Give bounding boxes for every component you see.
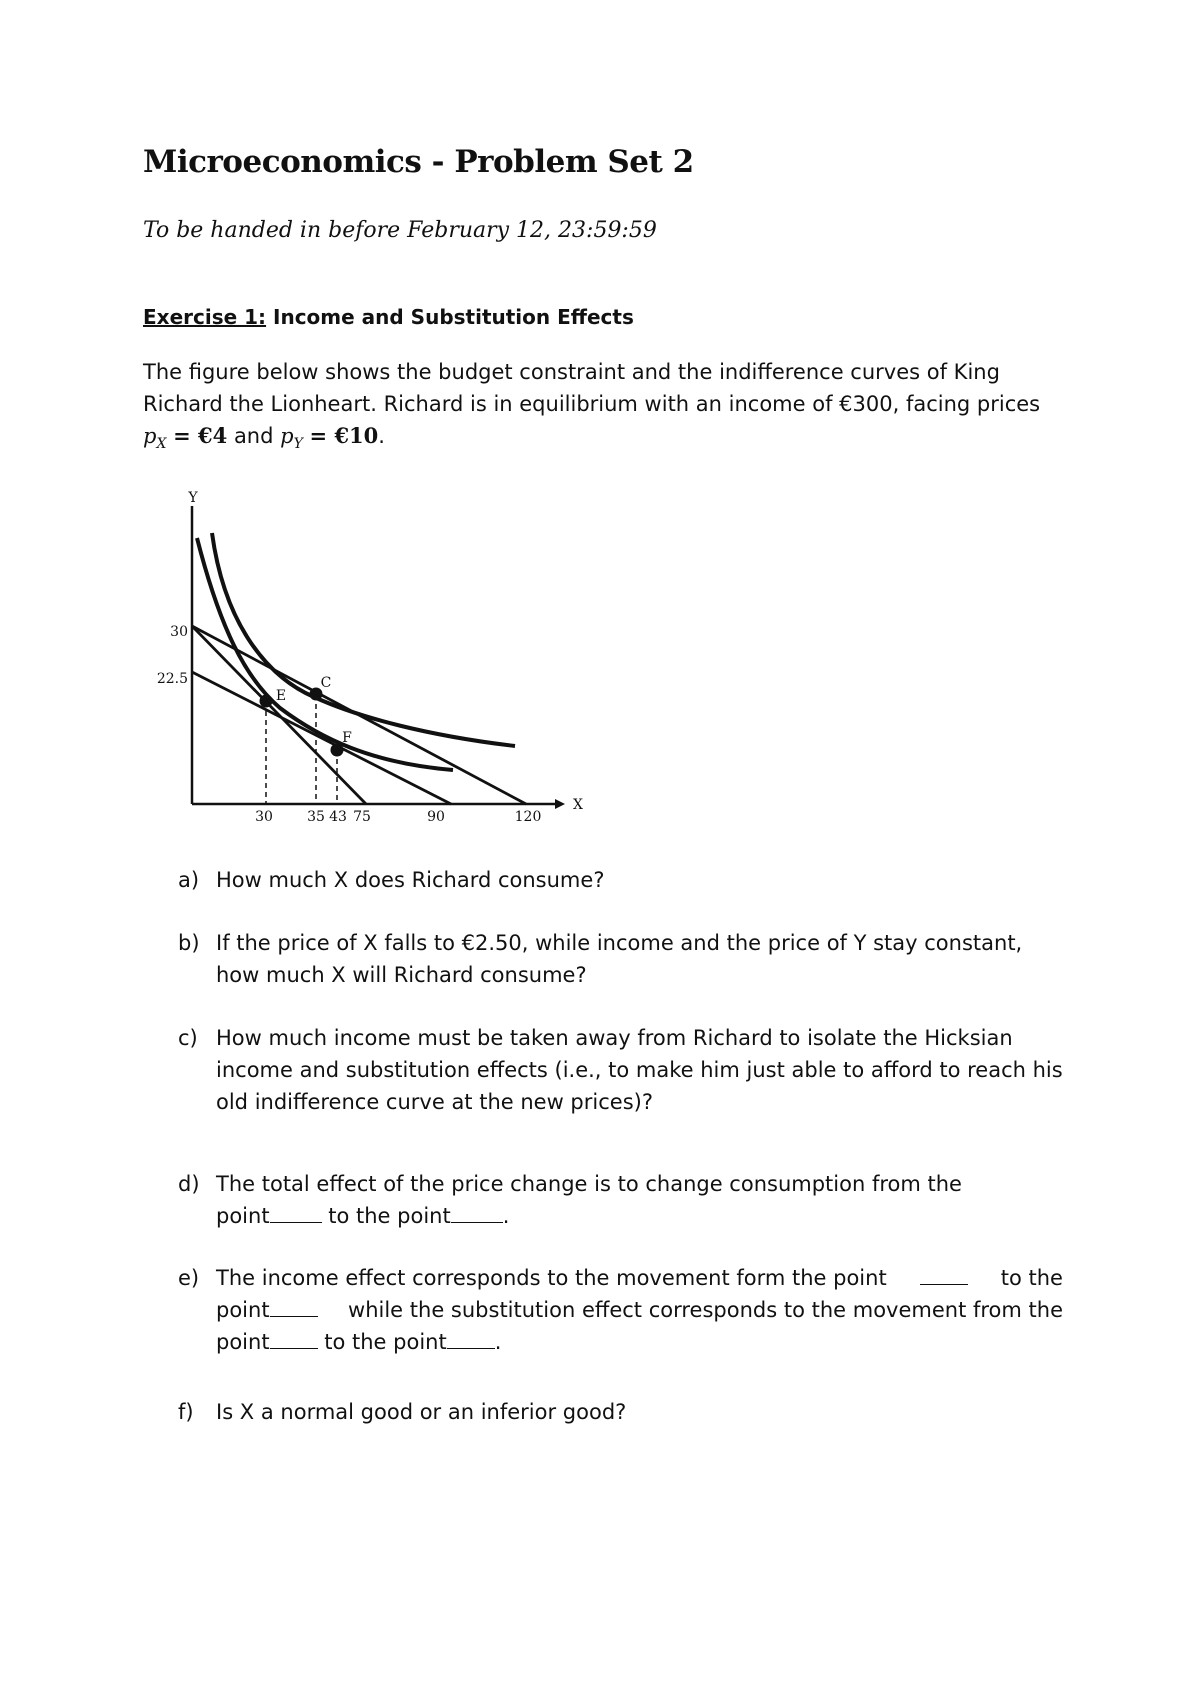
question-line-text: to the point — [324, 1330, 447, 1354]
question-line-text: . — [502, 1204, 510, 1228]
question-line: old indifference curve at the new prices)? — [216, 1090, 653, 1114]
question-line — [216, 1294, 1063, 1326]
question-line: how much X will Richard consume? — [216, 963, 587, 987]
budget-indifference-figure — [150, 488, 590, 828]
y-tick-label: 22.5 — [156, 671, 188, 687]
question-label: f) — [178, 1400, 194, 1424]
question-line-text: to the — [1000, 1266, 1063, 1290]
y-axis-label: Y — [188, 490, 198, 506]
question-text — [216, 1396, 1063, 1428]
question-text — [216, 864, 1063, 896]
answer-blank[interactable] — [270, 1326, 318, 1349]
exercise-name: Income and Substitution Effects — [273, 305, 634, 329]
x-tick-label: 75 — [353, 809, 371, 825]
question-label: b) — [178, 931, 200, 955]
question-text — [216, 1022, 1063, 1118]
intro-text-2: Richard the Lionheart. Richard is in equilibrium with an income of €300, facing prices — [143, 392, 1041, 416]
py-subscript: Y — [293, 436, 303, 453]
x-axis-arrow — [555, 799, 565, 809]
question-line: Is X a normal good or an inferior good? — [216, 1400, 627, 1424]
question-line-text: If the price of X falls to €2.50, while income and the price of Y stay constant, — [216, 931, 1023, 955]
intro-line-3 — [143, 420, 1063, 460]
and-word: and — [233, 424, 274, 448]
x-tick-label: 90 — [427, 809, 445, 825]
indifference-curve-low — [197, 538, 453, 770]
py-value: = €10 — [309, 423, 379, 448]
point-f-label: F — [342, 730, 352, 746]
exercise-number: Exercise 1: — [143, 305, 267, 329]
question-label: a) — [178, 868, 200, 892]
question-text — [216, 927, 1063, 991]
deadline-subtitle: To be handed in before February 12, 23:59:59 — [143, 218, 657, 243]
intro-line-2 — [143, 388, 1063, 420]
question-line-text: point — [216, 1298, 270, 1322]
question-line-text: point — [216, 1330, 270, 1354]
question-line: How much X does Richard consume? — [216, 868, 605, 892]
answer-blank[interactable] — [447, 1326, 495, 1349]
page-title: Microeconomics - Problem Set 2 — [143, 144, 694, 180]
question-line — [216, 1200, 1063, 1232]
question-line — [216, 1168, 1063, 1200]
intro-paragraph — [143, 356, 1063, 460]
x-tick-label: 43 — [329, 809, 347, 825]
indifference-curve-high — [212, 533, 515, 746]
x-tick-label: 35 — [307, 809, 325, 825]
question-line-text: income and substitution effects (i.e., to make him just able to afford to reach his — [216, 1058, 1063, 1082]
price-x — [143, 423, 228, 453]
question-line-text: while the substitution effect corresponds to the movement from the — [348, 1298, 1063, 1322]
question-line-text: to the point — [328, 1204, 451, 1228]
question-line-text: point — [216, 1204, 270, 1228]
question-text — [216, 1168, 1063, 1232]
px-symbol: p — [143, 424, 157, 448]
question-line — [216, 1326, 1063, 1358]
x-tick-label: 30 — [255, 809, 273, 825]
intro-line-1 — [143, 356, 1063, 388]
px-subscript: X — [156, 436, 167, 453]
y-tick-label: 30 — [170, 624, 188, 640]
question-line-text: The income effect corresponds to the movement form the point — [216, 1266, 887, 1290]
py-symbol: p — [280, 424, 294, 448]
question-line-text: How much income must be taken away from Richard to isolate the Hicksian — [216, 1026, 1013, 1050]
point-e-label: E — [275, 688, 287, 704]
point-e-marker — [260, 695, 273, 708]
question-label: d) — [178, 1172, 200, 1196]
answer-blank[interactable] — [920, 1262, 968, 1285]
answer-blank[interactable] — [270, 1294, 318, 1317]
question-line — [216, 1054, 1063, 1086]
intro-period: . — [378, 424, 385, 448]
price-y — [280, 423, 379, 453]
question-line — [216, 1022, 1063, 1054]
answer-blank[interactable] — [270, 1200, 322, 1223]
exercise-heading — [143, 305, 634, 329]
intro-text-1: The figure below shows the budget constraint and the indifference curves of King — [143, 360, 1000, 384]
question-line-text: . — [494, 1330, 502, 1354]
answer-blank[interactable] — [451, 1200, 503, 1223]
question-line — [216, 1262, 1063, 1294]
question-text — [216, 1262, 1063, 1358]
question-line-text: The total effect of the price change is to change consumption from the — [216, 1172, 962, 1196]
question-line — [216, 927, 1063, 959]
px-value: = €4 — [173, 423, 228, 448]
x-tick-label: 120 — [514, 809, 542, 825]
x-axis-label: X — [573, 797, 583, 813]
point-c-label: C — [320, 675, 332, 691]
question-label: c) — [178, 1026, 198, 1050]
question-label: e) — [178, 1266, 200, 1290]
